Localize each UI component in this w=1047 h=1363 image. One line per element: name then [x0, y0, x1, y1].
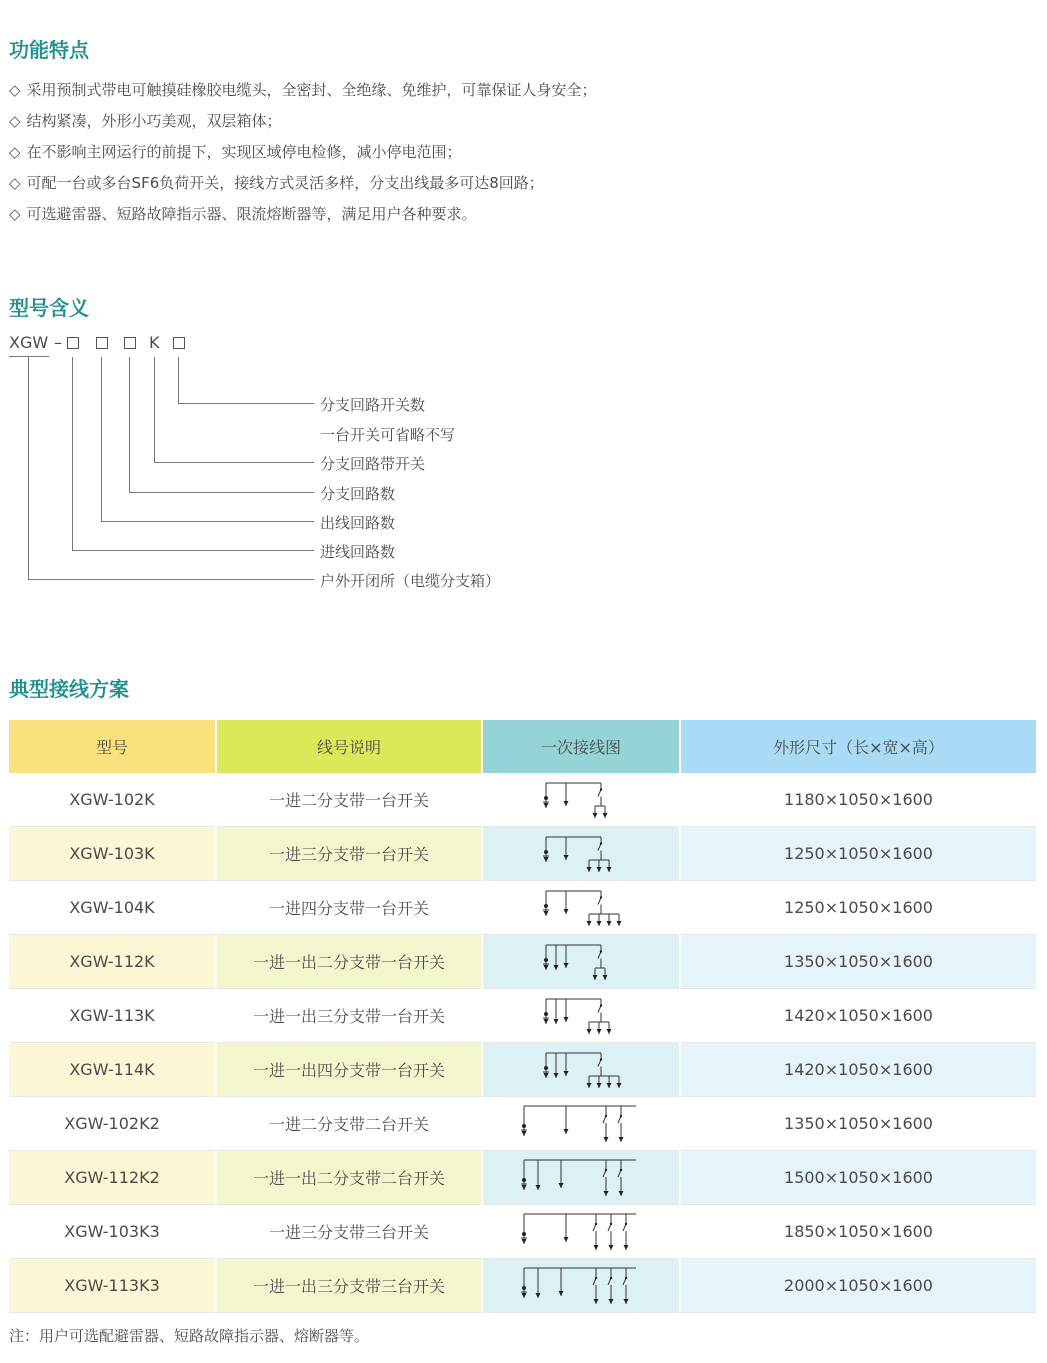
leader-line	[28, 357, 29, 579]
header-description: 线号说明	[215, 720, 481, 773]
arrow-icon	[597, 867, 602, 872]
feature-item	[9, 168, 597, 199]
arrow-icon	[564, 801, 569, 806]
leader-line	[129, 357, 130, 492]
table-header-row	[9, 720, 1036, 773]
switch-contact-icon	[600, 950, 602, 952]
cell-description: 一进二分支带一台开关	[215, 773, 481, 827]
header-diagram: 一次接线图	[481, 720, 679, 773]
arrester-icon	[522, 1178, 526, 1182]
arrow-icon	[544, 911, 549, 916]
cell-diagram	[481, 773, 679, 827]
arrow-icon	[522, 1293, 527, 1298]
cell-size: 1350×1050×1600	[679, 1097, 1036, 1151]
switch-contact-icon	[600, 896, 602, 898]
placeholder-box-branch	[124, 337, 136, 349]
switch-contact-icon	[605, 1114, 607, 1116]
leader-line	[101, 521, 314, 522]
wiring-table	[9, 720, 1036, 1313]
table-row	[9, 1205, 1036, 1259]
model-meaning-title: 型号含义	[9, 296, 89, 320]
cell-size: 1420×1050×1600	[679, 1043, 1036, 1097]
meaning-label: 户外开闭所（电缆分支箱）	[320, 572, 501, 590]
arrow-icon	[593, 813, 598, 818]
cell-description: 一进一出三分支带三台开关	[215, 1259, 481, 1313]
arrow-icon	[597, 1029, 602, 1034]
arrow-icon	[594, 1299, 599, 1304]
table-row	[9, 1043, 1036, 1097]
feature-item	[9, 137, 597, 168]
switch-contact-icon	[600, 1004, 602, 1006]
switch-contact-icon	[620, 1114, 622, 1116]
arrow-icon	[564, 1237, 569, 1242]
cell-model: XGW-103K3	[9, 1205, 215, 1259]
cell-diagram	[481, 1151, 679, 1205]
arrester-icon	[544, 904, 548, 908]
features-title: 功能特点	[9, 38, 89, 62]
arrow-icon	[603, 975, 608, 980]
cell-description: 一进一出四分支带一台开关	[215, 1043, 481, 1097]
cell-diagram	[481, 827, 679, 881]
arrester-icon	[544, 958, 548, 962]
wiring-diagram	[531, 886, 631, 930]
meaning-label: 出线回路数	[320, 514, 396, 532]
wiring-diagram	[516, 1208, 646, 1256]
wiring-diagram	[516, 1154, 646, 1202]
arrow-icon	[597, 1083, 602, 1088]
arrow-icon	[619, 1191, 624, 1196]
feature-item	[9, 199, 597, 230]
cell-model: XGW-102K	[9, 773, 215, 827]
arrester-icon	[544, 850, 548, 854]
switch-contact-icon	[600, 1058, 602, 1060]
cell-description: 一进三分支带一台开关	[215, 827, 481, 881]
arrow-icon	[594, 1245, 599, 1250]
arrow-icon	[617, 1083, 622, 1088]
arrester-icon	[544, 796, 548, 800]
wiring-diagram	[531, 994, 631, 1038]
arrow-icon	[536, 1185, 541, 1190]
arrow-icon	[564, 909, 569, 914]
leader-line	[154, 357, 155, 462]
cell-model: XGW-104K	[9, 881, 215, 935]
placeholder-box-switch-count	[173, 337, 185, 349]
arrester-icon	[522, 1286, 526, 1290]
switch-contact-icon	[595, 1276, 597, 1278]
arrow-icon	[544, 965, 549, 970]
cell-diagram	[481, 1259, 679, 1313]
arrow-icon	[522, 1239, 527, 1244]
cell-model: XGW-113K3	[9, 1259, 215, 1313]
arrow-icon	[536, 1293, 541, 1298]
arrow-icon	[522, 1131, 527, 1136]
header-model: 型号	[9, 720, 215, 773]
arrow-icon	[559, 1183, 564, 1188]
arrow-icon	[607, 867, 612, 872]
cell-diagram	[481, 989, 679, 1043]
cell-description: 一进一出二分支带一台开关	[215, 935, 481, 989]
arrow-icon	[554, 965, 559, 970]
header-size: 外形尺寸（长×宽×高）	[679, 720, 1036, 773]
leader-line	[129, 492, 314, 493]
arrow-icon	[564, 1017, 569, 1022]
feature-text: 采用预制式带电可触摸硅橡胶电缆头，全密封、全绝缘、免维护，可靠保证人身安全；	[26, 81, 597, 99]
meaning-label: 一台开关可省略不写	[320, 426, 456, 444]
cell-description: 一进三分支带三台开关	[215, 1205, 481, 1259]
feature-text: 可选避雷器、短路故障指示器、限流熔断器等，满足用户各种要求。	[26, 205, 477, 223]
cell-model: XGW-103K	[9, 827, 215, 881]
cell-size: 1420×1050×1600	[679, 989, 1036, 1043]
leader-line	[154, 462, 314, 463]
meaning-label: 进线回路数	[320, 543, 396, 561]
placeholder-box-incoming	[67, 337, 79, 349]
arrow-icon	[597, 921, 602, 926]
diamond-bullet-icon: ◇	[9, 81, 21, 99]
footnote: 注：用户可选配避雷器、短路故障指示器、熔断器等。	[9, 1327, 370, 1345]
arrow-icon	[587, 921, 592, 926]
arrow-icon	[544, 1073, 549, 1078]
arrow-icon	[593, 975, 598, 980]
arrow-icon	[607, 1083, 612, 1088]
leader-line	[72, 357, 73, 550]
switch-contact-icon	[610, 1222, 612, 1224]
cell-diagram	[481, 1205, 679, 1259]
arrow-icon	[544, 857, 549, 862]
model-code-dash: –	[54, 333, 62, 352]
cell-size: 1350×1050×1600	[679, 935, 1036, 989]
cell-size: 2000×1050×1600	[679, 1259, 1036, 1313]
arrow-icon	[604, 1137, 609, 1142]
cell-size: 1500×1050×1600	[679, 1151, 1036, 1205]
cell-diagram	[481, 935, 679, 989]
arrow-icon	[624, 1299, 629, 1304]
leader-line	[178, 403, 314, 404]
arrow-icon	[607, 921, 612, 926]
table-row	[9, 989, 1036, 1043]
meaning-label: 分支回路开关数	[320, 396, 426, 414]
diamond-bullet-icon: ◇	[9, 205, 21, 223]
wiring-diagram	[516, 1262, 646, 1310]
feature-text: 可配一台或多台SF6负荷开关，接线方式灵活多样，分支出线最多可达8回路；	[26, 174, 544, 192]
arrow-icon	[564, 855, 569, 860]
model-code-k: K	[149, 333, 160, 352]
arrow-icon	[554, 1019, 559, 1024]
arrow-icon	[564, 1071, 569, 1076]
meaning-label: 分支回路带开关	[320, 455, 426, 473]
feature-text: 在不影响主网运行的前提下，实现区域停电检修，减小停电范围；	[26, 143, 462, 161]
meaning-label: 分支回路数	[320, 485, 396, 503]
arrester-icon	[522, 1124, 526, 1128]
model-code-prefix: XGW	[9, 333, 49, 352]
arrow-icon	[609, 1299, 614, 1304]
arrow-icon	[624, 1245, 629, 1250]
cell-description: 一进四分支带一台开关	[215, 881, 481, 935]
switch-contact-icon	[595, 1222, 597, 1224]
arrow-icon	[587, 1083, 592, 1088]
cell-model: XGW-113K	[9, 989, 215, 1043]
cell-diagram	[481, 881, 679, 935]
arrester-icon	[522, 1232, 526, 1236]
leader-line	[28, 579, 314, 580]
cell-diagram	[481, 1043, 679, 1097]
cell-description: 一进二分支带二台开关	[215, 1097, 481, 1151]
arrow-icon	[587, 867, 592, 872]
cell-model: XGW-112K	[9, 935, 215, 989]
switch-contact-icon	[620, 1168, 622, 1170]
arrow-icon	[564, 1129, 569, 1134]
wiring-diagram	[531, 940, 631, 984]
arrester-icon	[544, 1012, 548, 1016]
arrow-icon	[544, 1019, 549, 1024]
arrow-icon	[522, 1185, 527, 1190]
cell-description: 一进一出三分支带一台开关	[215, 989, 481, 1043]
feature-item	[9, 106, 597, 137]
table-row	[9, 935, 1036, 989]
cell-size: 1250×1050×1600	[679, 827, 1036, 881]
switch-contact-icon	[625, 1222, 627, 1224]
diamond-bullet-icon: ◇	[9, 143, 21, 161]
cell-size: 1180×1050×1600	[679, 773, 1036, 827]
wiring-diagram	[531, 1048, 631, 1092]
wiring-diagram	[516, 1100, 646, 1148]
switch-contact-icon	[605, 1168, 607, 1170]
arrow-icon	[564, 963, 569, 968]
arrow-icon	[617, 921, 622, 926]
feature-text: 结构紧凑，外形小巧美观，双层箱体；	[26, 112, 282, 130]
switch-contact-icon	[610, 1276, 612, 1278]
cell-diagram	[481, 1097, 679, 1151]
table-row	[9, 773, 1036, 827]
arrow-icon	[604, 1191, 609, 1196]
leader-line	[101, 357, 102, 521]
cell-size: 1250×1050×1600	[679, 881, 1036, 935]
leader-line	[178, 357, 179, 403]
diamond-bullet-icon: ◇	[9, 112, 21, 130]
arrow-icon	[554, 1073, 559, 1078]
wiring-title: 典型接线方案	[9, 677, 129, 701]
switch-contact-icon	[625, 1276, 627, 1278]
table-row	[9, 1259, 1036, 1313]
leader-line	[72, 550, 314, 551]
cell-model: XGW-114K	[9, 1043, 215, 1097]
table-row	[9, 1097, 1036, 1151]
wiring-diagram	[531, 778, 631, 822]
switch-contact-icon	[600, 788, 602, 790]
arrow-icon	[619, 1137, 624, 1142]
placeholder-box-outgoing	[96, 337, 108, 349]
table-row	[9, 827, 1036, 881]
features-list	[9, 75, 597, 230]
cell-size: 1850×1050×1600	[679, 1205, 1036, 1259]
table-row	[9, 1151, 1036, 1205]
switch-contact-icon	[600, 842, 602, 844]
wiring-diagram	[531, 832, 631, 876]
cell-model: XGW-102K2	[9, 1097, 215, 1151]
arrow-icon	[544, 803, 549, 808]
prefix-underline	[9, 356, 49, 357]
arrow-icon	[609, 1245, 614, 1250]
arrow-icon	[559, 1291, 564, 1296]
feature-item	[9, 75, 597, 106]
arrow-icon	[587, 1029, 592, 1034]
cell-model: XGW-112K2	[9, 1151, 215, 1205]
arrester-icon	[544, 1066, 548, 1070]
diamond-bullet-icon: ◇	[9, 174, 21, 192]
arrow-icon	[603, 813, 608, 818]
arrow-icon	[607, 1029, 612, 1034]
cell-description: 一进一出二分支带二台开关	[215, 1151, 481, 1205]
table-row	[9, 881, 1036, 935]
